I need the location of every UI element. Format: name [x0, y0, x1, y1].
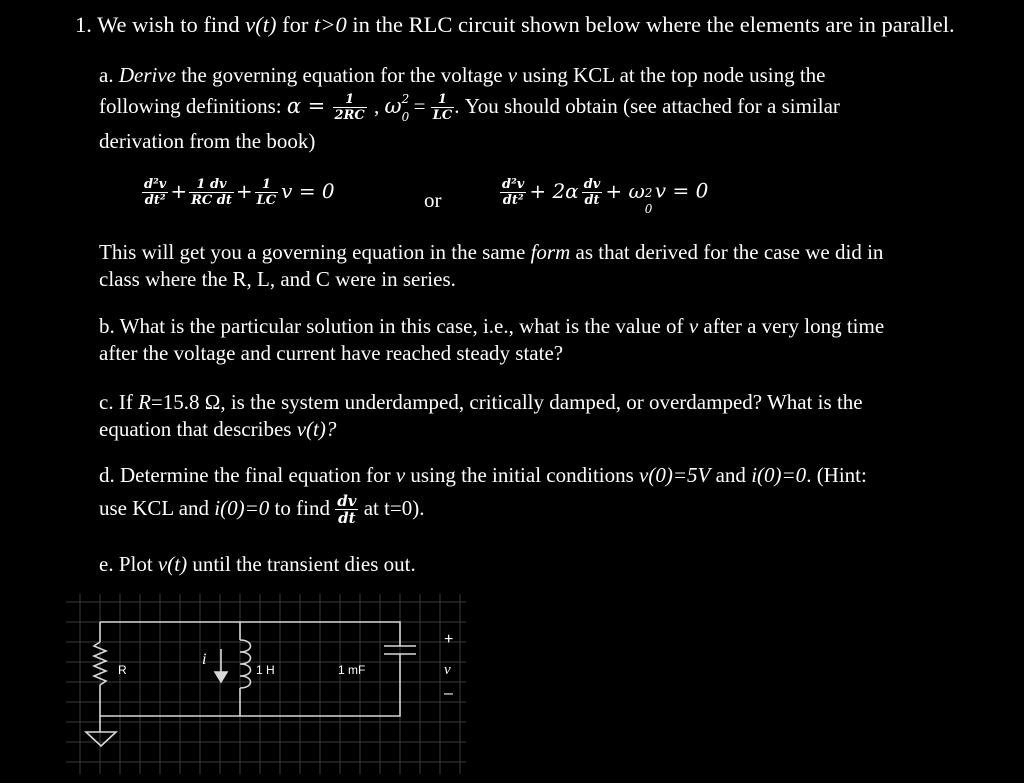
eq1-t2-num: 1 dv — [189, 177, 234, 193]
eq2-t1-num: d²v — [502, 177, 525, 192]
eq1-t2-den: RC dt — [191, 193, 232, 208]
plus-label: + — [444, 631, 454, 648]
eq1-plus2: + — [235, 178, 253, 203]
voltage-label: v — [444, 662, 451, 678]
eq2-t2-den: dt — [584, 193, 600, 208]
dvdt-den: dt — [338, 509, 356, 528]
alpha-den: 2RC — [334, 108, 365, 124]
part-d-i0-2: i(0)=0 — [214, 496, 270, 520]
part-a-text2: using KCL at the top node using the — [517, 63, 826, 87]
part-c-R: R — [138, 390, 151, 414]
part-c-vt: v(t)? — [296, 417, 337, 441]
omega-fraction — [431, 92, 455, 124]
comma: , — [373, 94, 380, 118]
form-word: form — [530, 240, 571, 264]
alpha-symbol: α = — [286, 94, 326, 118]
part-e-text-a: e. Plot — [99, 552, 158, 576]
part-b-line1 — [99, 312, 884, 340]
part-d-text-c: and — [710, 463, 752, 487]
equation-1 — [142, 177, 335, 209]
part-a-text: the governing equation for the voltage — [175, 63, 508, 87]
eq2-omega-sub: 0 — [644, 201, 653, 216]
omega-sup: 2 — [401, 92, 410, 106]
header-text-b: for — [276, 12, 315, 37]
header-text-c: in the RLC circuit shown below where the elements are in parallel. — [346, 12, 955, 37]
part-d-text-d: . (Hint: — [806, 463, 867, 487]
minus-label: – — [444, 685, 453, 702]
dvdt-fraction — [335, 494, 358, 526]
omega-sub: 0 — [401, 110, 410, 124]
part-d-i0: i(0)=0 — [751, 463, 807, 487]
part-c-line1 — [99, 388, 863, 416]
capacitor-label: 1 mF — [338, 663, 366, 677]
eq2-omega: + ω — [605, 178, 645, 203]
eq2-omega-sup: 2 — [644, 185, 653, 200]
definitions-label: following definitions: — [99, 94, 287, 118]
eq2-mid: + 2α — [529, 178, 579, 203]
part-c-line2 — [99, 415, 336, 443]
part-a-line1 — [99, 61, 825, 89]
resistor-label: R — [118, 663, 127, 677]
part-d-text-b: using the initial conditions — [405, 463, 640, 487]
eq1-term3 — [255, 177, 279, 209]
eq1-t3-den: LC — [256, 193, 277, 208]
dvdt-num: dv — [337, 492, 357, 511]
rlc-circuit-diagram — [66, 594, 466, 774]
or-text: or — [424, 188, 442, 212]
part-a-v: v — [507, 63, 518, 87]
eq2-term2 — [582, 177, 603, 209]
omega-char: ω — [384, 94, 402, 118]
eq1-term2 — [189, 177, 234, 209]
period: . — [454, 94, 460, 118]
eq1-term1 — [142, 177, 168, 209]
part-c-text-c: equation that describes — [99, 417, 297, 441]
part-a-line5: class where the R, L, and C were in series. — [99, 267, 456, 291]
part-d-line2 — [99, 494, 425, 526]
omega-den: LC — [432, 108, 453, 124]
part-d-text-f: to find — [269, 496, 336, 520]
part-b-text-b: after a very long time — [698, 314, 885, 338]
part-d-text-g: at t=0). — [363, 496, 425, 520]
part-a-derive: Derive — [118, 63, 176, 87]
part-b-line2: after the voltage and current have reached steady state? — [99, 341, 564, 365]
eq1-t1-den: dt² — [144, 193, 166, 208]
header-text-a: We wish to find — [97, 12, 246, 37]
part-a-line2 — [99, 92, 840, 124]
eq2-tail: v = 0 — [654, 178, 709, 203]
omega-num: 1 — [431, 92, 455, 108]
bottom-wire — [100, 690, 400, 716]
omega-symbol — [384, 92, 410, 124]
definitions-suffix: You should obtain (see attached for a similar — [459, 94, 840, 118]
question-number: 1. — [75, 12, 92, 37]
part-d-text-a: d. Determine the final equation for — [99, 463, 396, 487]
part-b-text-a: b. What is the particular solution in this case, i.e., what is the value of — [99, 314, 689, 338]
question-header — [75, 12, 955, 38]
grid — [66, 594, 466, 774]
part-e-vt: v(t) — [157, 552, 188, 576]
current-label: i — [202, 651, 207, 668]
eq2-t2-num: dv — [583, 177, 601, 192]
form-text-a: This will get you a governing equation in the same — [99, 240, 531, 264]
eq1-t1-num: d²v — [144, 177, 167, 192]
part-e-line — [99, 550, 416, 578]
current-arrow-icon — [215, 649, 227, 682]
part-d-v0: v(0)=5V — [639, 463, 711, 487]
eq1-t3-num: 1 — [255, 177, 279, 193]
alpha-num: 1 — [333, 92, 367, 108]
part-d-v: v — [395, 463, 406, 487]
ground-symbol — [86, 732, 116, 746]
part-d-text-e: use KCL and — [99, 496, 215, 520]
eq2-term1 — [500, 177, 526, 209]
inductor-label: 1 H — [256, 663, 275, 677]
part-c-text-b: =15.8 Ω, is the system underdamped, critically damped, or overdamped? What is the — [150, 390, 863, 414]
eq1-tail: v = 0 — [281, 178, 335, 203]
part-a-prefix: a. — [99, 63, 119, 87]
part-c-text-a: c. If — [99, 390, 139, 414]
part-d-line1 — [99, 461, 867, 489]
inductor-coil — [240, 640, 251, 688]
equation-2 — [500, 177, 709, 216]
header-vt: v(t) — [245, 12, 277, 37]
eq1-plus1: + — [170, 178, 188, 203]
omega-equals: = — [413, 94, 426, 118]
resistor-zigzag — [94, 642, 106, 685]
eq2-t1-den: dt² — [502, 193, 524, 208]
part-b-v: v — [688, 314, 699, 338]
part-a-line4 — [99, 238, 883, 266]
part-e-text-b: until the transient dies out. — [187, 552, 416, 576]
form-text-b: as that derived for the case we did in — [570, 240, 884, 264]
alpha-fraction — [333, 92, 367, 124]
header-condition: t>0 — [314, 12, 347, 37]
part-a-line3: derivation from the book) — [99, 129, 316, 153]
